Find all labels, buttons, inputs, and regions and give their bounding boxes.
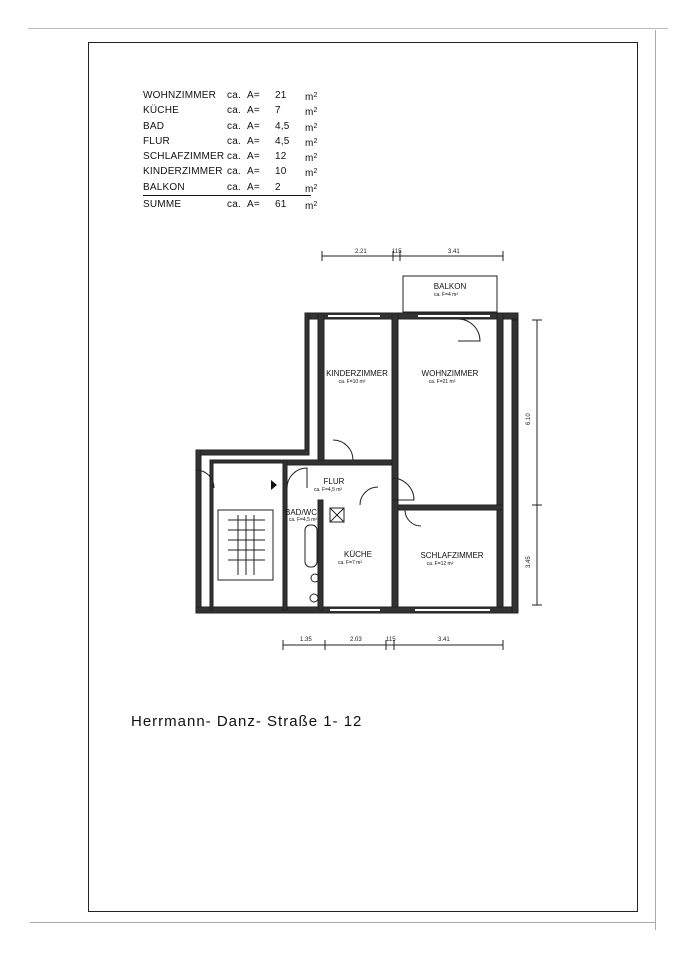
area-symbol: A= [247, 166, 260, 178]
area-unit: $m^2$ [305, 92, 318, 103]
area-unit: $m^2$ [305, 153, 318, 165]
dimension-label: 2.21 [355, 249, 367, 255]
ca-label: ca. [227, 151, 241, 163]
room-name: KINDERZIMMER [143, 166, 223, 178]
area-value: 7 [275, 105, 281, 117]
room-area-flur: ca. F=4,5 m² [313, 487, 343, 493]
area-value: 21 [275, 90, 287, 101]
room-area-balkon: ca. F=4 m² [433, 292, 459, 298]
exterior-walls [196, 313, 518, 613]
room-name: BAD [143, 120, 165, 132]
room-label-kinderzimmer: KINDERZIMMER [326, 369, 388, 378]
door-swing [287, 468, 307, 488]
room-label-balkon: BALKON [433, 282, 467, 291]
dimension-label: 3.41 [438, 637, 450, 643]
toilet [310, 594, 318, 602]
area-unit: $m^2$ [305, 168, 318, 180]
ca-label: ca. [227, 181, 241, 193]
ca-label: ca. [227, 135, 241, 147]
entrance-arrow-icon [271, 480, 277, 490]
room-name: FLUR [143, 135, 170, 147]
dimension-line-top [322, 251, 503, 261]
dimension-label: 2.03 [350, 637, 362, 643]
ca-label: ca. [227, 90, 241, 101]
door-swing [360, 487, 378, 505]
room-area-bad: ca. F=4,5 m² [288, 517, 318, 523]
dimension-line-right [532, 320, 542, 605]
ca-label: ca. [227, 120, 241, 132]
total-value: 61 [275, 199, 287, 211]
area-unit: $m^2$ [305, 107, 318, 119]
dimension-label: 115 [386, 637, 396, 643]
area-value: 12 [275, 151, 287, 163]
total-label: SUMME [143, 199, 182, 211]
room-label-schlafzimmer: SCHLAFZIMMER [420, 551, 484, 560]
area-symbol: A= [247, 199, 260, 211]
dimension-label: 115 [392, 249, 402, 255]
area-symbol: A= [247, 90, 260, 101]
room-name: WOHNZIMMER [143, 90, 217, 101]
area-value: 4,5 [275, 120, 290, 132]
area-unit: $m^2$ [305, 137, 318, 149]
area-unit: $m^2$ [305, 183, 318, 195]
area-unit: $m^2$ [305, 201, 318, 213]
room-area-wohnzimmer: ca. F=21 m² [428, 379, 456, 385]
staircase [218, 510, 273, 580]
door-swing [405, 510, 421, 526]
room-label-flur: FLUR [323, 477, 345, 486]
dimension-label: 3.45 [526, 556, 532, 568]
dimension-label: 6.10 [526, 413, 532, 425]
area-value: 2 [275, 181, 281, 193]
ca-label: ca. [227, 199, 241, 211]
dimension-label: 1.35 [300, 637, 312, 643]
ca-label: ca. [227, 166, 241, 178]
ca-label: ca. [227, 105, 241, 117]
area-symbol: A= [247, 151, 260, 163]
area-symbol: A= [247, 105, 260, 117]
area-symbol: A= [247, 181, 260, 193]
door-swing [458, 319, 480, 341]
area-symbol: A= [247, 120, 260, 132]
bathtub [305, 525, 317, 567]
area-symbol: A= [247, 135, 260, 147]
area-value: 10 [275, 166, 287, 178]
room-label-wohnzimmer: WOHNZIMMER [421, 369, 479, 378]
room-label-bad: BAD/WC [285, 508, 317, 517]
dimension-label: 3.41 [448, 249, 460, 255]
address-label: Herrmann- Danz- Straße 1- 12 [131, 713, 363, 730]
area-unit: $m^2$ [305, 122, 318, 134]
door-swing [333, 440, 353, 460]
room-name: BALKON [143, 181, 185, 193]
room-area-kinderzimmer: ca. F=10 m² [338, 379, 366, 385]
room-area-kueche: ca. F=7 m² [337, 560, 363, 566]
room-label-kueche: KÜCHE [343, 550, 373, 559]
room-name: KÜCHE [143, 105, 180, 117]
area-value: 4,5 [275, 135, 290, 147]
room-area-schlafzimmer: ca. F=12 m² [426, 561, 454, 567]
room-name: SCHLAFZIMMER [143, 151, 225, 163]
